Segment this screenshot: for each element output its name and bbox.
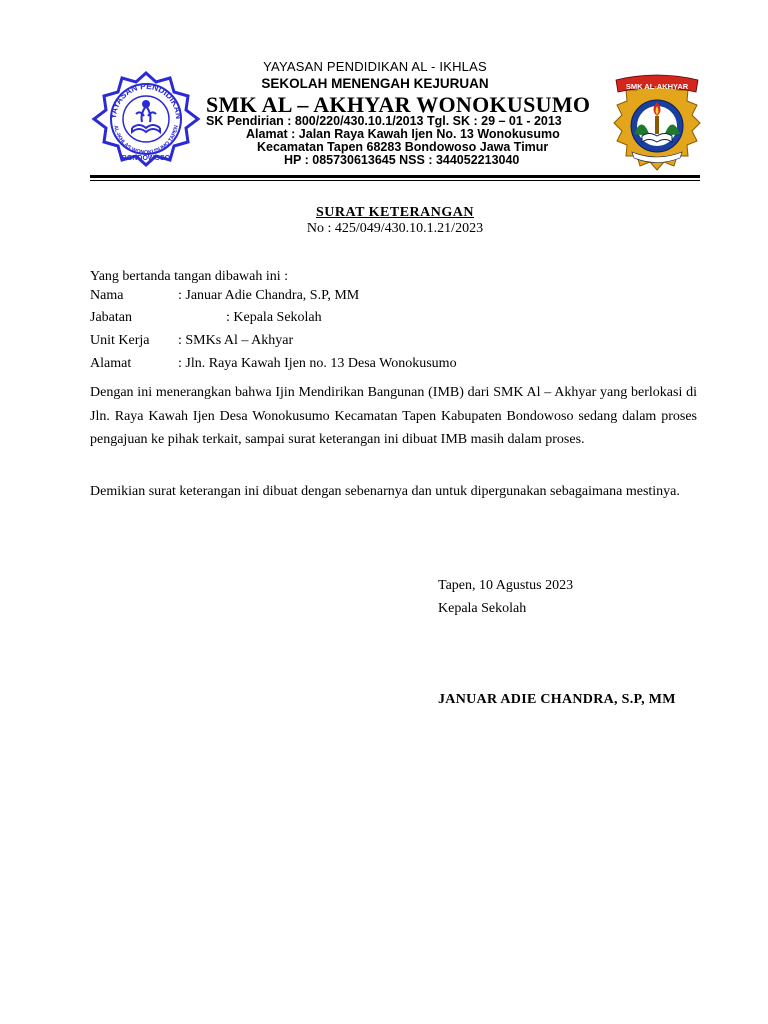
field-label: Alamat [90, 356, 132, 371]
field-label: Jabatan [90, 310, 132, 325]
school-name: SMK AL – AKHYAR WONOKUSUMO [206, 92, 591, 117]
crest-banner-text: SMK AL-AKHYAR [625, 82, 689, 91]
body-paragraph-2: Demikian surat keterangan ini dibuat dengan sebenarnya dan untuk dipergunakan sebagaimana mestinya. [90, 484, 680, 499]
address-line-1: Alamat : Jalan Raya Kawah Ijen No. 13 Wonokusumo [246, 127, 560, 141]
place-date: Tapen, 10 Agustus 2023 [438, 578, 574, 593]
body-paragraph-1: Dengan ini menerangkan bahwa Ijin Mendirikan Bangunan (IMB) dari SMK Al – Akhyar yang berlokasi di Jln. Raya Kawah Ijen Desa Wonokusumo Kecamatan Tapen Kabupaten Bondowoso sedang dalam proses pengajuan ke pihak terkait, sampai surat keterangan ini dibuat IMB masih dalam proses. [90, 385, 697, 447]
signatory-position: Kepala Sekolah [438, 601, 527, 616]
letterhead-divider-thick [90, 175, 700, 178]
seal-bottom-text: BONDOWOSO [121, 155, 171, 162]
intro-text: Yang bertanda tangan dibawah ini : [90, 269, 289, 284]
letterhead-divider-thin [90, 180, 700, 181]
seal-ring-bottom-text: AL-IKHLAS WONOKUSUMO TAPEN [112, 124, 180, 157]
svg-text:AL-IKHLAS WONOKUSUMO TAPEN [112, 125, 180, 156]
field-value: : Jln. Raya Kawah Ijen no. 13 Desa Wonokusumo [178, 356, 457, 371]
address-line-2: Kecamatan Tapen 68283 Bondowoso Jawa Timur [257, 140, 549, 154]
field-label: Unit Kerja [90, 333, 150, 348]
signatory-name: JANUAR ADIE CHANDRA, S.P, MM [438, 692, 676, 707]
letter-number: No : 425/049/430.10.1.21/2023 [306, 221, 484, 236]
field-label: Nama [90, 288, 124, 303]
seal-ring-top-text: YAYASAN PENDIDIKAN [107, 80, 185, 120]
sk-pendirian: SK Pendirian : 800/220/430.10.1/2013 Tgl. SK : 29 – 01 - 2013 [206, 114, 562, 128]
foundation-name: YAYASAN PENDIDIKAN AL - IKHLAS [263, 59, 487, 74]
school-type: SEKOLAH MENENGAH KEJURUAN [261, 76, 489, 91]
letter-title: SURAT KETERANGAN [315, 205, 474, 220]
field-value: : Januar Adie Chandra, S.P, MM [178, 288, 360, 303]
contact-line: HP : 085730613645 NSS : 344052213040 [284, 153, 520, 167]
field-value: : Kepala Sekolah [226, 310, 322, 325]
field-value: : SMKs Al – Akhyar [178, 333, 294, 348]
